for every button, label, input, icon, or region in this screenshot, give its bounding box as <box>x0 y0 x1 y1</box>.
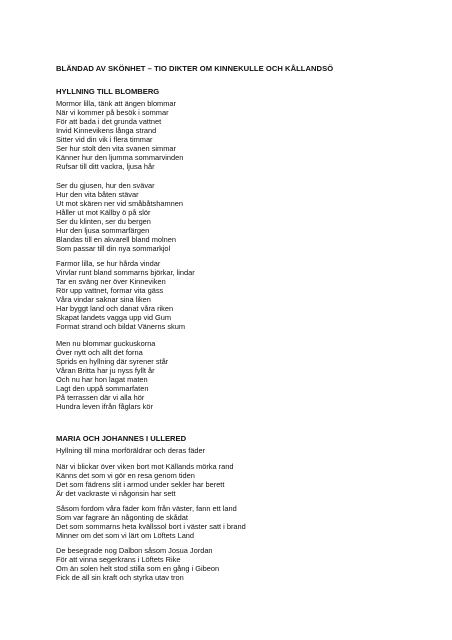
verse-line: Som passar till din nya sommarkjol <box>56 244 171 253</box>
verse-line: Blandas till en akvarell bland molnen <box>56 235 176 244</box>
verse-line: Format strand och bildat Vänerns skum <box>56 322 185 331</box>
verse-line: Det som fädrens slit i armod under sekler har berett <box>56 480 225 489</box>
verse-line: Det som sommarns heta kvällssol bort i väster satt i brand <box>56 522 246 531</box>
verse-line: Ser hur stolt den vita svanen simmar <box>56 144 176 153</box>
verse-line: Invid Kinnevikens långa strand <box>56 126 157 135</box>
poem-heading: HYLLNING TILL BLOMBERG <box>56 87 160 96</box>
poem-stanza <box>56 546 219 582</box>
verse-line: Och nu har hon lagat maten <box>56 375 148 384</box>
verse-line: Lagt den uppå sommarfaten <box>56 384 149 393</box>
verse-line: Mormor lilla, tänk att ängen blommar <box>56 99 176 108</box>
poem-stanza <box>56 504 246 540</box>
verse-line: Men nu blommar guckuskorna <box>56 339 156 348</box>
verse-line: Känns det som vi gör en resa genom tiden <box>56 471 195 480</box>
verse-line: Farmor lilla, se hur hårda vindar <box>56 259 161 268</box>
verse-line: Känner hur den ljumma sommarvinden <box>56 153 184 162</box>
poem-stanza <box>56 99 183 171</box>
verse-line: Har byggt land och danat våra riken <box>56 304 174 313</box>
verse-line: Hundra leven ifrån fåglars kör <box>56 402 153 411</box>
verse-line: På terrassen där vi alla hör <box>56 393 145 402</box>
verse-line: Sitter vid din vik i flera timmar <box>56 135 153 144</box>
verse-line: Virvlar runt bland sommarns björkar, lindar <box>56 268 195 277</box>
verse-line: Tar en sväng ner över Kinneviken <box>56 277 166 286</box>
verse-line: För att vinna segerkrans i Löftets Rike <box>56 555 181 564</box>
verse-line: Minner om det som vi lärt om Löftets Land <box>56 531 195 540</box>
verse-line: Ser du gjusen, hur den svävar <box>56 181 155 190</box>
verse-line: Fick de all sin kraft och styrka utav tron <box>56 573 184 582</box>
verse-line: Rör upp vattnet, formar vita gäss <box>56 286 164 295</box>
verse-line: För att bada i det grunda vattnet <box>56 117 162 126</box>
verse-line: När vi blickar över viken bort mot Källands mörka rand <box>56 462 234 471</box>
verse-line: Hur den vita båten stävar <box>56 190 139 199</box>
verse-line: Som var fagrare än någonting de skådat <box>56 513 188 522</box>
verse-line: Över nytt och allt det forna <box>56 348 143 357</box>
verse-line: Sprids en hyllning där syrener står <box>56 357 169 366</box>
verse-line: Våran Britta har ju nyss fyllt år <box>56 366 155 375</box>
poem-heading: MARIA OCH JOHANNES I ULLERED <box>56 434 187 443</box>
poem-stanza <box>56 339 168 411</box>
poem-dedication: Hyllning till mina morföräldrar och deras fäder <box>56 446 206 455</box>
verse-line: Våra vindar saknar sina liken <box>56 295 151 304</box>
verse-line: Såsom fordom våra fäder kom från väster, fann ett land <box>56 504 237 513</box>
verse-line: De besegrade nog Dalbon såsom Josua Jordan <box>56 546 213 555</box>
poem-stanza <box>56 259 195 331</box>
verse-line: Rufsar till ditt vackra, ljusa hår <box>56 162 155 171</box>
verse-line: När vi kommer på besök i sommar <box>56 108 169 117</box>
verse-line: Om än solen helt stod stilla som en gång i Gibeon <box>56 564 220 573</box>
verse-line: Skapat landets vagga upp vid Gum <box>56 313 172 322</box>
verse-line: Ser du klinten, ser du bergen <box>56 217 151 226</box>
poem-stanza <box>56 462 233 498</box>
verse-line: Håller ut mot Källby ö på slör <box>56 208 151 217</box>
verse-line: Ut mot skären ner vid småbåtshamnen <box>56 199 183 208</box>
poem-stanza <box>56 181 183 253</box>
document-title: BLÄNDAD AV SKÖNHET – TIO DIKTER OM KINNEKULLE OCH KÅLLANDSÖ <box>56 64 334 73</box>
verse-line: Hur den ljusa sommarfärgen <box>56 226 150 235</box>
verse-line: Är det vackraste vi någonsin har sett <box>56 489 176 498</box>
